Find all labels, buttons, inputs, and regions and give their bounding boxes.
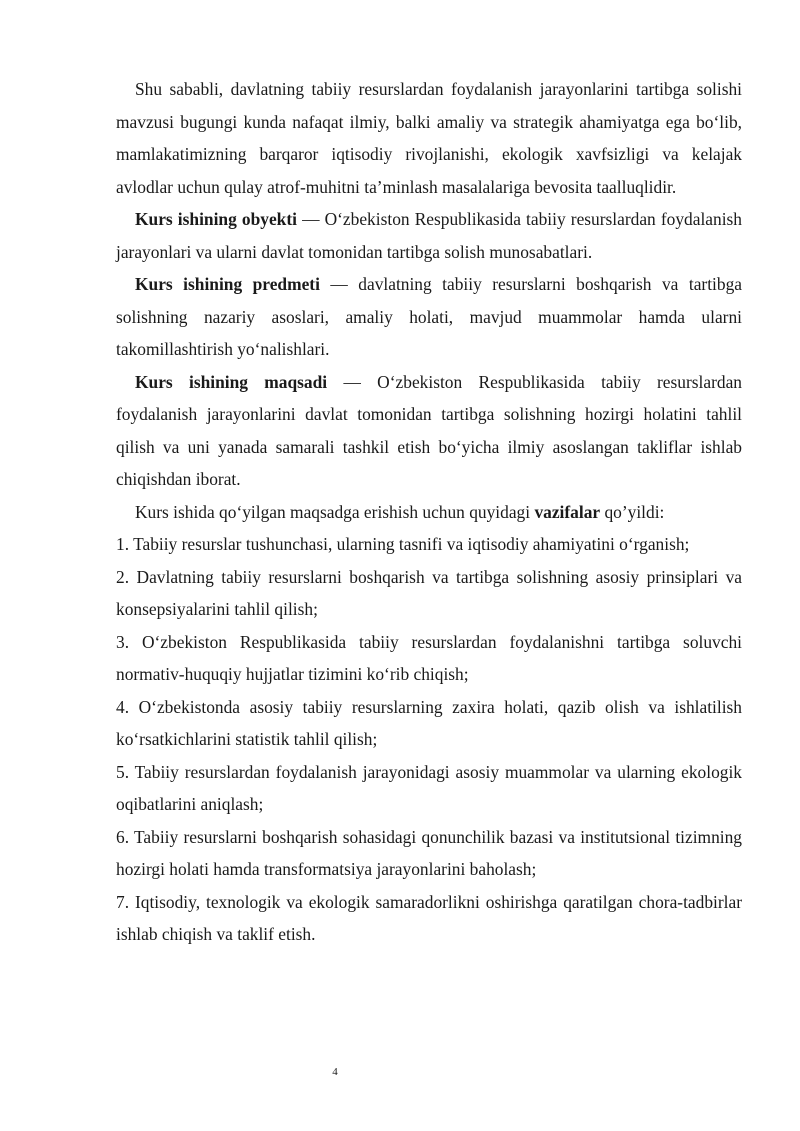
task-item-2: 2. Davlatning tabiiy resurslarni boshqarish va tartibga solishning asosiy prinsiplari va konsepsiyalarini tahlil qilish; [116, 566, 742, 619]
intro-paragraph: Shu sababli, davlatning tabiiy resurslardan foydalanish jarayonlarini tartibga solishi mavzusi bugungi kunda nafaqat ilmiy, balki amaliy va strategik ahamiyatga ega bo‘lib, mamlakatimizning barqaror iqtisodiy rivojlanishi, ekologik xavfsizligi va kelajak avlodlar uchun qulay atrof-muhitni ta’minlash masalalariga bevosita taalluqlidir. [116, 79, 742, 197]
task-item-3: 3. O‘zbekiston Respublikasida tabiiy resurslardan foydalanishni tartibga soluvchi normativ-huquqiy hujjatlar tizimini ko‘rib chiqish; [116, 631, 742, 684]
task-item-1: 1. Tabiiy resurslar tushunchasi, ularning tasnifi va iqtisodiy ahamiyatini o‘rganish; [116, 534, 690, 554]
object-text: — O‘zbekiston Respublikasida tabiiy resurslardan foydalanish jarayonlari va ularni davlat tomonidan tartibga solish munosabatlari. [116, 209, 743, 262]
goal-paragraph [116, 366, 742, 496]
object-paragraph [116, 203, 742, 268]
object-label: Kurs ishining obyekti [135, 209, 297, 229]
tasks-label: vazifalar [534, 501, 601, 522]
task-item-4: 4. O‘zbekistonda asosiy tabiiy resurslarning zaxira holati, qazib olish va ishlatilish ko‘rsatkichlarini statistik tahlil qilish; [116, 696, 742, 749]
goal-text: — O‘zbekiston Respublikasida tabiiy resurslardan foydalanish jarayonlarini davlat tomonidan tartibga solishning hozirgi holatini tahlil qilish va uni yanada samarali tashkil etish bo‘yicha ilmiy asoslangan takliflar ishlab chiqishdan iborat. [116, 371, 742, 489]
page-number: 4 [332, 1066, 338, 1078]
subject-paragraph [116, 268, 742, 366]
task-item-7: 7. Iqtisodiy, texnologik va ekologik samaradorlikni oshirishga qaratilgan chora-tadbirlar ishlab chiqish va taklif etish. [116, 891, 742, 944]
subject-label: Kurs ishining predmeti [135, 274, 320, 294]
subject-text: — davlatning tabiiy resurslarni boshqarish va tartibga solishning nazariy asoslari, amaliy holati, mavjud muammolar hamda ularni takomillashtirish yo‘nalishlari. [116, 274, 742, 359]
tasks-suffix: qo’yildi: [600, 501, 665, 522]
tasks-intro-paragraph [116, 496, 742, 529]
task-item-5: 5. Tabiiy resurslardan foydalanish jarayonidagi asosiy muammolar va ularning ekologik oqibatlarini aniqlash; [116, 761, 742, 814]
goal-label: Kurs ishining maqsadi [135, 371, 328, 392]
page-body [116, 73, 742, 951]
task-item-6: 6. Tabiiy resurslarni boshqarish sohasidagi qonunchilik bazasi va institutsional tizimning hozirgi holati hamda transformatsiya jarayonlarini baholash; [116, 826, 742, 879]
tasks-prefix: Kurs ishida qo‘yilgan maqsadga erishish uchun quyidagi [135, 501, 535, 522]
